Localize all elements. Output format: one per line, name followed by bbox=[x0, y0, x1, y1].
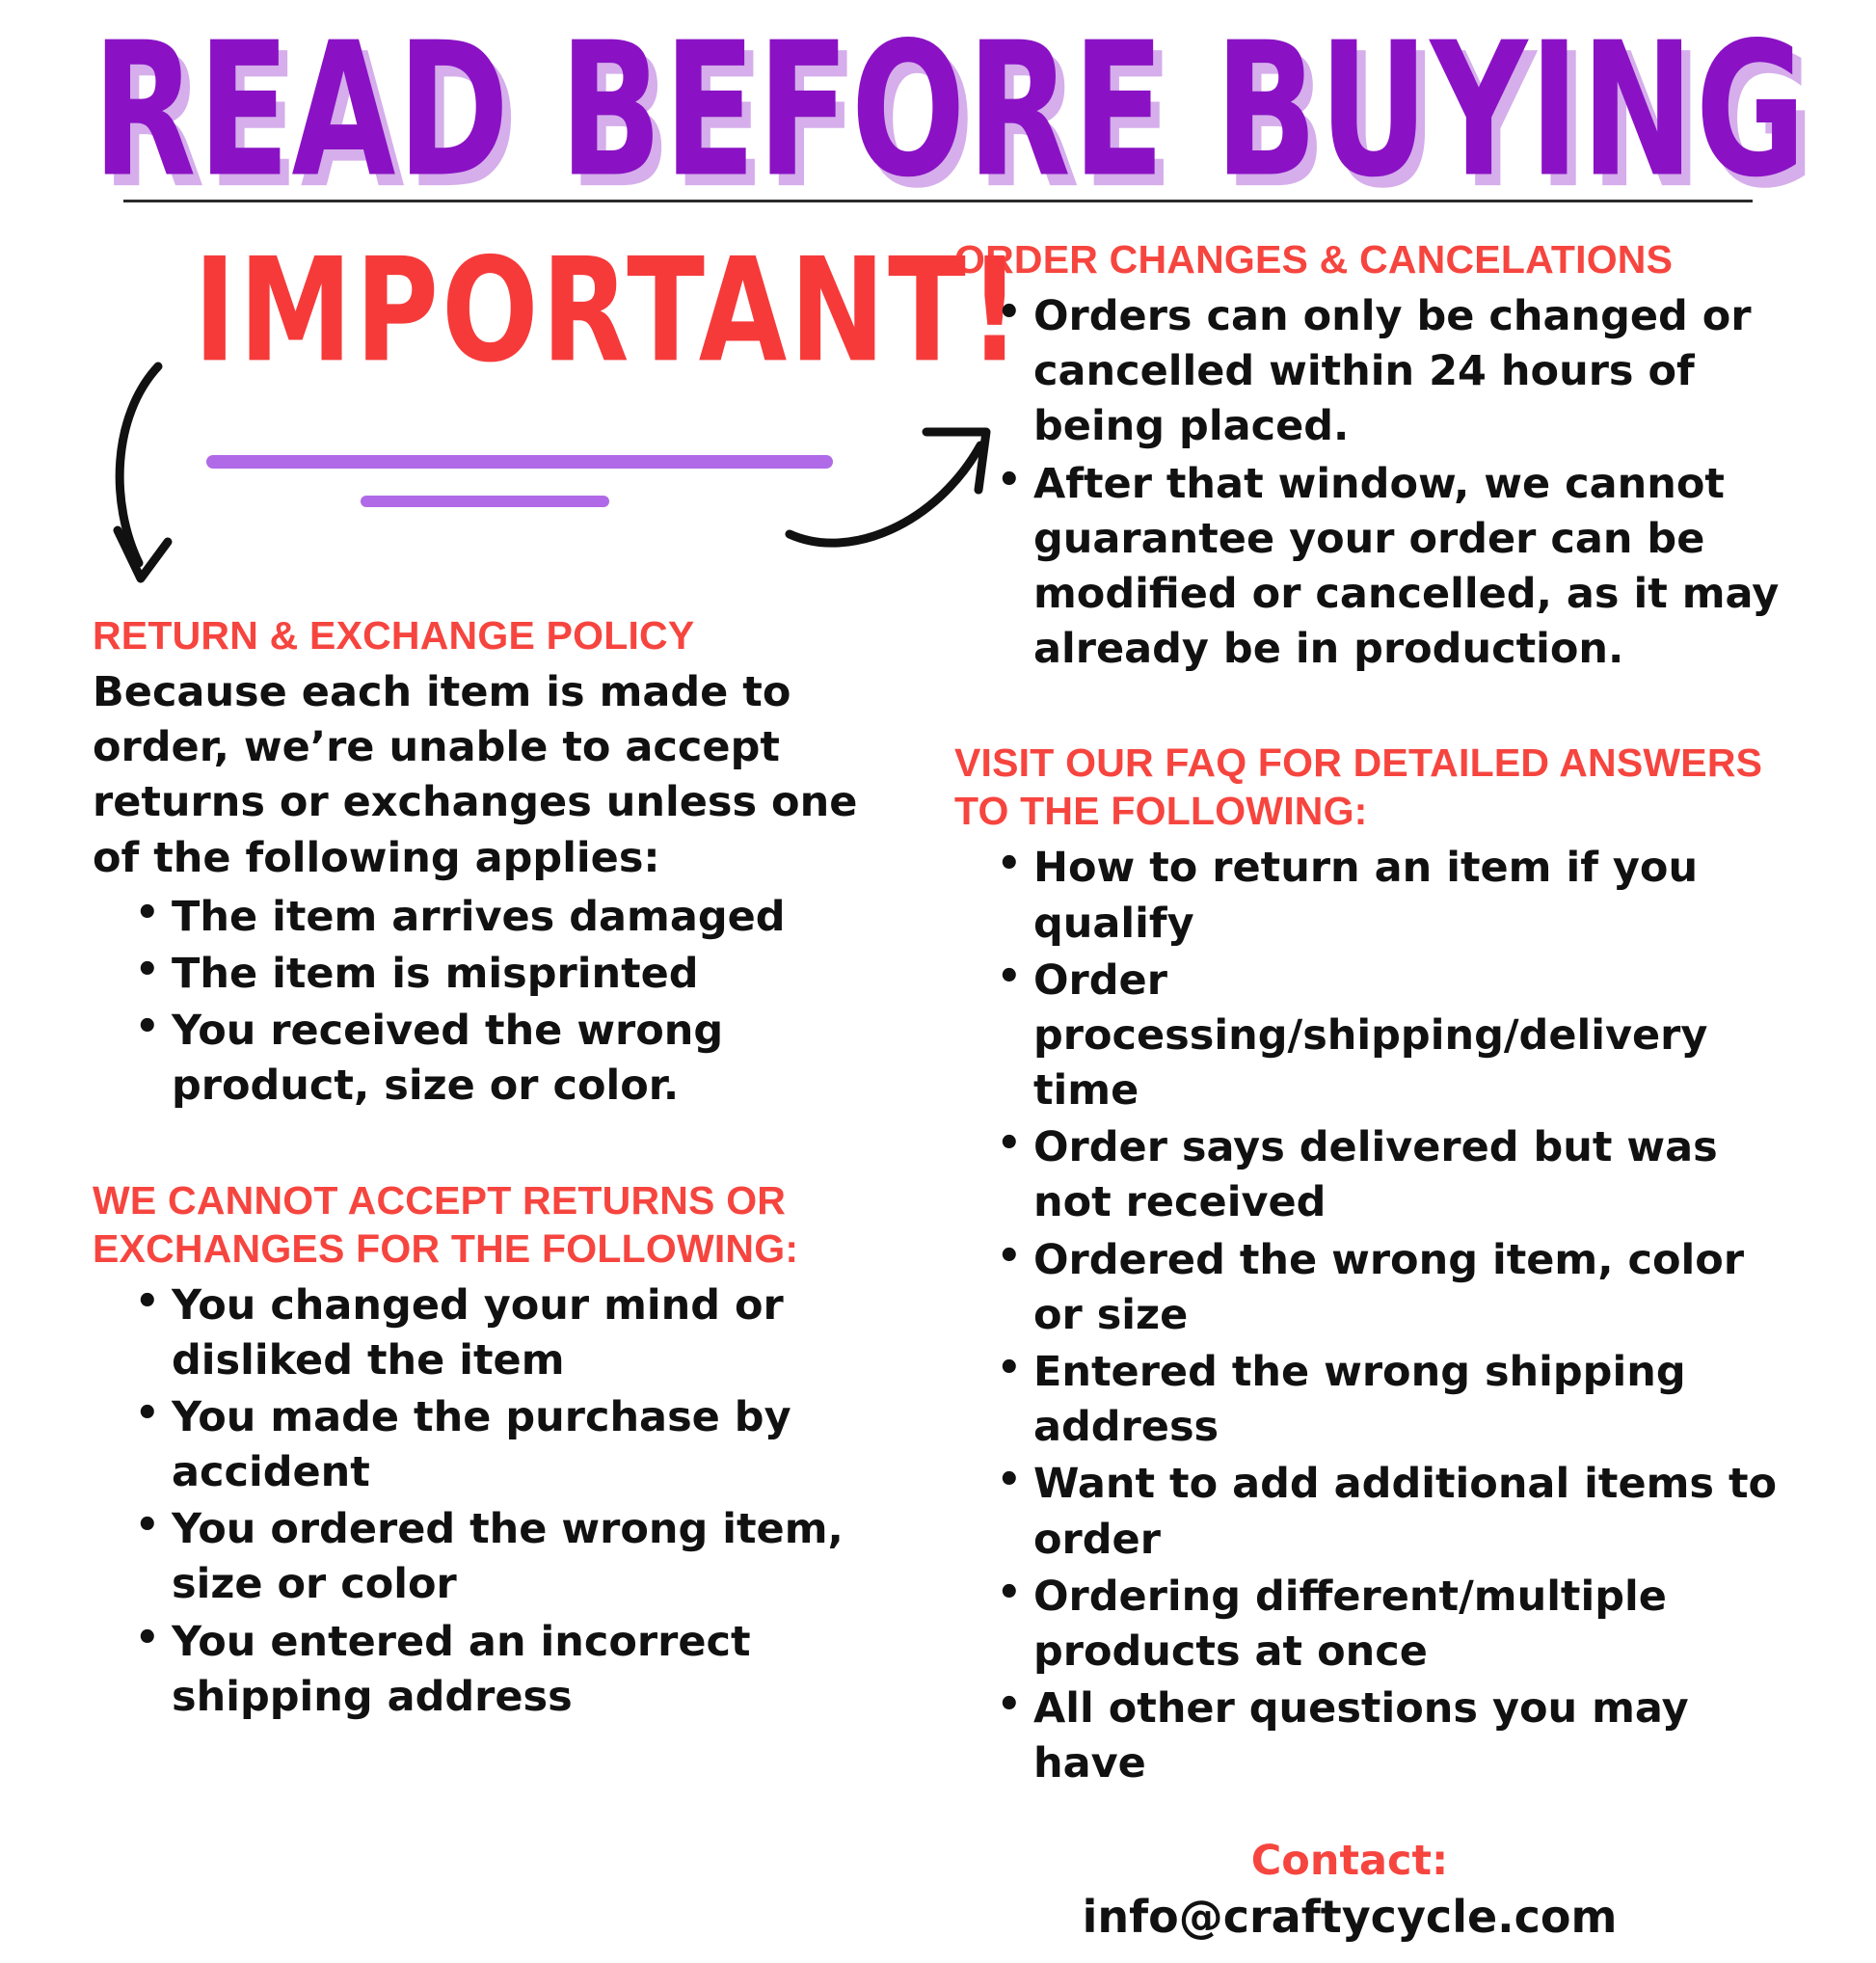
order-changes-heading: ORDER CHANGES & CANCELATIONS bbox=[954, 237, 1674, 282]
right-column bbox=[941, 235, 1783, 1943]
contact-label: Contact: bbox=[1250, 1836, 1449, 1885]
important-heading: IMPORTANT! bbox=[193, 227, 1024, 394]
list-item: • The item arrives damaged bbox=[168, 890, 902, 945]
list-item: • Ordered the wrong item, color or size bbox=[1030, 1233, 1783, 1343]
cannot-accept-heading: WE CANNOT ACCEPT RETURNS OR EXCHANGES FOR THE FOLLOWING: bbox=[93, 1177, 799, 1271]
contact-email[interactable]: info@craftycycle.com bbox=[1082, 1890, 1618, 1943]
list-item: • You received the wrong product, size or color. bbox=[168, 1004, 902, 1114]
underline-stroke-secondary bbox=[361, 496, 609, 507]
list-item: • You ordered the wrong item, size or color bbox=[168, 1502, 902, 1612]
underline-stroke-primary bbox=[206, 455, 833, 469]
left-column bbox=[93, 227, 1024, 1943]
return-policy-paragraph: Because each item is made to order, we’re unable to accept returns or exchanges unless one of the following applies: bbox=[93, 668, 858, 882]
list-item: • Orders can only be changed or cancelled within 24 hours of being placed. bbox=[1030, 289, 1783, 455]
list-item: • You changed your mind or disliked the item bbox=[168, 1278, 902, 1388]
list-item: • You entered an incorrect shipping address bbox=[168, 1615, 902, 1725]
faq-heading: VISIT OUR FAQ FOR DETAILED ANSWERS TO THE FOLLOWING: bbox=[954, 740, 1763, 834]
faq-list bbox=[954, 841, 1783, 1791]
list-item: • Order says delivered but was not received bbox=[1030, 1120, 1783, 1230]
list-item: • You made the purchase by accident bbox=[168, 1390, 902, 1500]
list-item: • After that window, we cannot guarantee your order can be modified or cancelled, as it may already be in production. bbox=[1030, 457, 1783, 678]
content-columns bbox=[0, 227, 1876, 1943]
important-banner bbox=[93, 227, 1024, 611]
list-item: • Order processing/shipping/delivery time bbox=[1030, 954, 1783, 1119]
return-policy-list bbox=[93, 890, 902, 1115]
curved-arrow-up-right-icon bbox=[782, 390, 1004, 563]
list-item: • Ordering different/multiple products at once bbox=[1030, 1570, 1783, 1680]
curved-arrow-down-icon bbox=[102, 349, 285, 600]
list-item: • The item is misprinted bbox=[168, 947, 902, 1002]
list-item: • Entered the wrong shipping address bbox=[1030, 1345, 1783, 1455]
cannot-accept-list bbox=[93, 1278, 902, 1726]
spacer bbox=[954, 679, 1783, 739]
contact-block bbox=[954, 1837, 1783, 1943]
list-item: • Want to add additional items to order bbox=[1030, 1457, 1783, 1567]
page-title: READ BEFORE BUYING bbox=[93, 3, 1809, 219]
return-policy-heading: RETURN & EXCHANGE POLICY bbox=[93, 613, 695, 658]
list-item: • How to return an item if you qualify bbox=[1030, 841, 1783, 951]
spacer bbox=[93, 1116, 902, 1176]
list-item: • All other questions you may have bbox=[1030, 1681, 1783, 1791]
title-section bbox=[0, 0, 1876, 219]
order-changes-list bbox=[954, 289, 1783, 677]
